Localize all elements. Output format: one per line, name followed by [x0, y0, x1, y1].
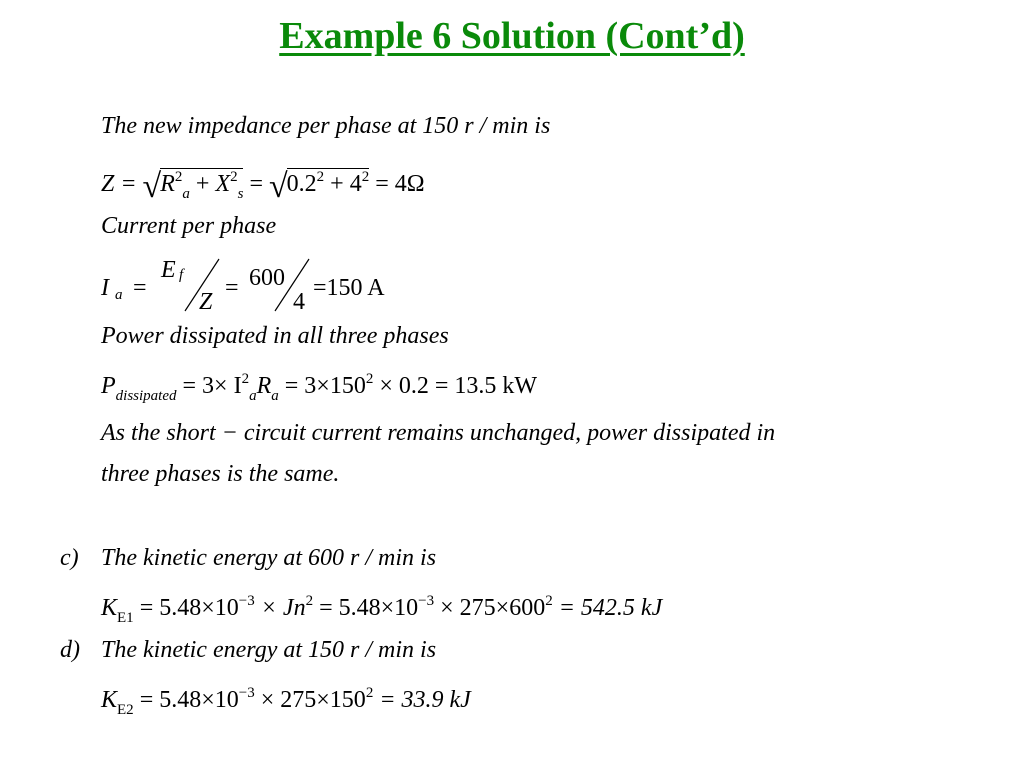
ke2-equation: $K_{E2} = 5.48\times 10^{-3} \times 275\times 150^2 = 33.9$ kJ — [101, 685, 471, 718]
new-impedance-text: The new impedance per phase at 150 r / min is — [101, 113, 551, 139]
part-c-label: c) — [60, 545, 79, 571]
current-equation: I a = E f Z = 600 4 =150 A — [101, 257, 385, 315]
fraction-slash-2 — [271, 257, 313, 313]
slide-title: Example 6 Solution (Cont’d) — [279, 15, 745, 57]
current-per-phase-text: Current per phase — [101, 213, 277, 239]
ke1-equation: $K_{E1} = 5.48\times 10^{-3} \times Jn^2 = 5.48\times 10^{-3} \times 275\times 600^2 = 542.5$ kJ — [101, 593, 663, 626]
part-d-label: d) — [60, 637, 80, 663]
part-d-text: The kinetic energy at 150 r / min is — [101, 637, 437, 663]
short-circuit-text-2: three phases is the same. — [101, 461, 340, 487]
power-equation: $P_{dissipated} = 3\times I^2_aR_a = 3\times 150^2 \times 0.2 = 13.5$ kW — [101, 371, 538, 404]
part-c-text: The kinetic energy at 600 r / min is — [101, 545, 437, 571]
short-circuit-text-1: As the short − circuit current remains unchanged, power dissipated in — [101, 420, 776, 446]
impedance-equation: $Z = √R^2_a + X^2_s = √0.2^2 + 4^2 = 4\Omega$ — [101, 168, 425, 205]
power-dissipated-text: Power dissipated in all three phases — [101, 323, 449, 349]
